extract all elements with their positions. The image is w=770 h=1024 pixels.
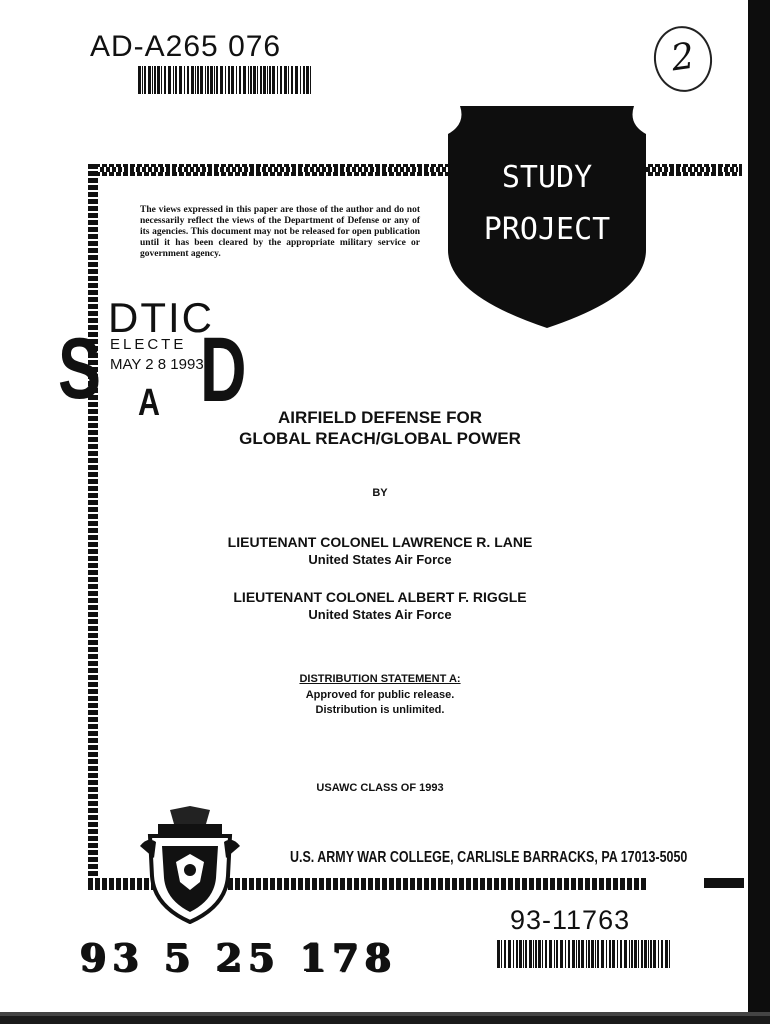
barcode-bar [519, 940, 522, 968]
army-war-college-crest-icon [140, 806, 240, 924]
barcode-bar [545, 940, 547, 968]
barcode-bar [669, 940, 670, 968]
dtic-stamp-grade: A [138, 382, 160, 424]
shield-label [452, 152, 642, 256]
barcode-bar [161, 66, 162, 94]
barcode-bar [597, 940, 599, 968]
barcode-bar [588, 940, 590, 968]
barcode-bar [148, 66, 151, 94]
barcode-bar [205, 66, 206, 94]
barcode-bar [291, 66, 293, 94]
barcode-bar [581, 940, 584, 968]
class-year: USAWC CLASS OF 1993 [316, 782, 444, 794]
barcode-bar [591, 940, 594, 968]
barcode-bar [501, 940, 502, 968]
barcode-bar [187, 66, 189, 94]
barcode-bar [152, 66, 153, 94]
barcode-bar [620, 940, 622, 968]
barcode-bar [277, 66, 278, 94]
shield-line-project: PROJECT [483, 212, 611, 247]
distribution-heading: DISTRIBUTION STATEMENT A: [299, 673, 461, 685]
barcode-bar [207, 66, 209, 94]
barcode-bar [200, 66, 203, 94]
author-2-name: LIEUTENANT COLONEL ALBERT F. RIGGLE [233, 589, 527, 605]
barcode-bar [214, 66, 215, 94]
barcode-bar [508, 940, 511, 968]
barcode-bar [184, 66, 185, 94]
barcode-bar [634, 940, 637, 968]
dtic-stamp-brand: DTIC [108, 294, 214, 341]
barcode-bar [243, 66, 246, 94]
barcode-bar [303, 66, 305, 94]
frame-left-border [88, 164, 98, 892]
barcode-bar [195, 66, 196, 94]
barcode-bar [197, 66, 199, 94]
barcode-bar [554, 940, 555, 968]
barcode-bar [191, 66, 194, 94]
barcode-bar [239, 66, 241, 94]
circled-handwritten-mark: 2 [650, 22, 717, 95]
barcode-bar [568, 940, 570, 968]
barcode-bar [606, 940, 607, 968]
barcode-bar [565, 940, 566, 968]
barcode-bar [617, 940, 618, 968]
barcode-bar [560, 940, 563, 968]
barcode-bar [529, 940, 532, 968]
barcode-bar [267, 66, 268, 94]
barcode-bar [288, 66, 289, 94]
barcode-bar [295, 66, 298, 94]
barcode-bar [142, 66, 143, 94]
frame-bottom-border-right [704, 878, 744, 888]
barcode-bar [272, 66, 275, 94]
accession-barcode [497, 940, 672, 968]
barcode-bar [624, 940, 627, 968]
barcode-bar [595, 940, 596, 968]
barcode-bar [513, 940, 514, 968]
barcode-bar [250, 66, 252, 94]
dtic-stamp-letter-s: S [58, 321, 102, 417]
barcode-bar [310, 66, 311, 94]
barcode-bar [576, 940, 577, 968]
barcode-bar [609, 940, 611, 968]
disclaimer-text: The views expressed in this paper are those of the author and do not necessarily reflect the views of the Department of Defense or any of its agencies. This document may not be released for open publication until it has been cleared by the appropriate military service or government agency. [140, 205, 420, 259]
barcode-bar [586, 940, 587, 968]
author-1-name: LIEUTENANT COLONEL LAWRENCE R. LANE [227, 534, 533, 550]
barcode-bar [665, 940, 668, 968]
barcode-bar [248, 66, 249, 94]
dtic-stamp-letter-d: D [200, 319, 247, 421]
barcode-bar [210, 66, 213, 94]
barcode-bar [601, 940, 604, 968]
barcode-bar [556, 940, 558, 968]
distribution-line-2: Distribution is unlimited. [315, 704, 445, 716]
barcode-bar [542, 940, 543, 968]
barcode-bar [154, 66, 156, 94]
ad-barcode [138, 66, 312, 94]
barcode-bar [661, 940, 663, 968]
barcode-bar [525, 940, 527, 968]
barcode-bar [306, 66, 309, 94]
barcode-bar [644, 940, 647, 968]
barcode-bar [280, 66, 282, 94]
barcode-bar [641, 940, 643, 968]
barcode-bar [179, 66, 182, 94]
page-bottom-edge [0, 1016, 770, 1024]
title-line-2: GLOBAL REACH/GLOBAL POWER [239, 429, 521, 448]
barcode-bar [653, 940, 656, 968]
barcode-bar [572, 940, 575, 968]
barcode-bar [533, 940, 534, 968]
title-line-1: AIRFIELD DEFENSE FOR [277, 408, 482, 427]
barcode-bar [138, 66, 141, 94]
college-address: U.S. ARMY WAR COLLEGE, CARLISLE BARRACKS, PA 17013-5050 [290, 849, 688, 866]
shield-line-study: STUDY [501, 160, 593, 195]
barcode-bar [260, 66, 262, 94]
barcode-bar [220, 66, 223, 94]
barcode-bar [144, 66, 146, 94]
barcode-bar [300, 66, 301, 94]
barcode-bar [236, 66, 237, 94]
distribution-line-1: Approved for public release. [305, 689, 455, 701]
barcode-bar [269, 66, 271, 94]
barcode-bar [173, 66, 174, 94]
page-right-edge [748, 0, 770, 1024]
barcode-bar [164, 66, 166, 94]
barcode-bar [523, 940, 524, 968]
barcode-bar [228, 66, 230, 94]
barcode-bar [504, 940, 506, 968]
barcode-bar [253, 66, 256, 94]
author-2-affiliation: United States Air Force [308, 607, 452, 622]
barcode-bar [648, 940, 649, 968]
barcode-bar [257, 66, 258, 94]
barcode-bar [157, 66, 160, 94]
barcode-bar [516, 940, 518, 968]
barcode-bar [612, 940, 615, 968]
barcode-bar [629, 940, 630, 968]
barcode-bar [631, 940, 633, 968]
dtic-stamp-date: MAY 2 8 1993 [110, 356, 204, 373]
barcode-bar [535, 940, 537, 968]
by-label: BY [372, 487, 388, 499]
barcode-bar [538, 940, 541, 968]
dtic-stamp-electe: ELECTE [110, 336, 187, 353]
barcode-bar [225, 66, 226, 94]
barcode-bar [263, 66, 266, 94]
ad-number: AD-A265 076 [90, 30, 282, 63]
author-1-affiliation: United States Air Force [308, 552, 452, 567]
date-stamp-number: 93 5 25 178 [80, 935, 398, 980]
barcode-bar [175, 66, 177, 94]
barcode-bar [658, 940, 659, 968]
accession-number: 93-11763 [510, 905, 631, 935]
barcode-bar [549, 940, 552, 968]
barcode-bar [284, 66, 287, 94]
barcode-bar [650, 940, 652, 968]
barcode-bar [231, 66, 234, 94]
barcode-bar [638, 940, 639, 968]
barcode-bar [216, 66, 218, 94]
barcode-bar [497, 940, 500, 968]
barcode-bar [578, 940, 580, 968]
barcode-bar [168, 66, 171, 94]
